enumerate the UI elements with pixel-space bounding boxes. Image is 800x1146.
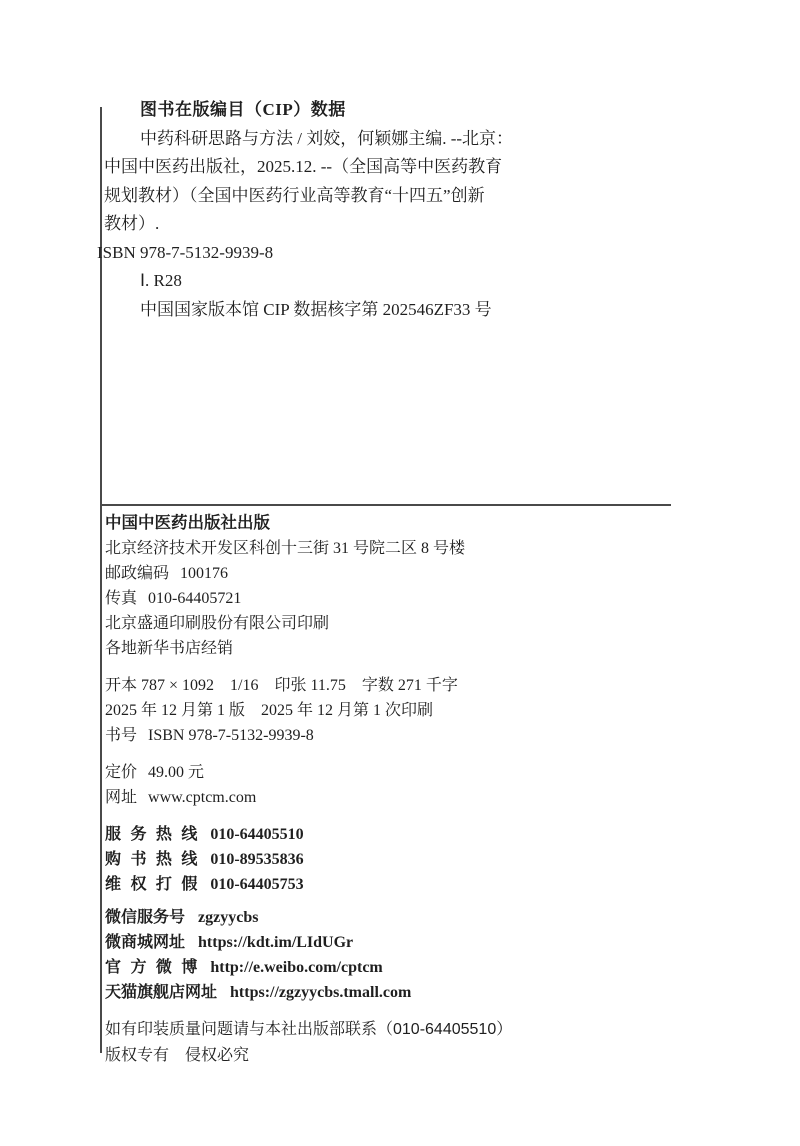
fax-label: 传真 [105, 590, 138, 607]
purchase-hotline-number: 010-89535836 [210, 851, 304, 868]
book-number-row [105, 723, 695, 748]
weibo-row [105, 955, 695, 980]
website-value: www.cptcm.com [148, 789, 257, 806]
website-label: 网址 [105, 789, 138, 806]
quality-note-line: 如有印装质量问题请与本社出版部联系（010-64405510） [105, 1021, 513, 1038]
purchase-hotline-row [105, 847, 695, 872]
service-hotline-number: 010-64405510 [210, 826, 304, 843]
website-row [105, 785, 695, 810]
format-line: 开本 787 × 1092 1/16 印张 11.75 字数 271 千字 [105, 677, 458, 694]
cip-classification: Ⅰ. R28 [140, 271, 182, 290]
wechat-account-value: zgzyycbs [198, 909, 259, 926]
spacer [105, 661, 695, 673]
wechat-account-label: 微信服务号 [105, 909, 186, 926]
copyright-note-line: 版权专有 侵权必究 [105, 1047, 250, 1064]
weibo-label: 官 方 微 博 [105, 959, 198, 976]
spacer [105, 897, 695, 905]
spacer [105, 810, 695, 822]
price-row [105, 760, 695, 785]
cip-publisher-line: 中国中医药出版社，2025.12. --（全国高等中医药教育 [104, 157, 503, 176]
purchase-hotline-label: 购 书 热 线 [105, 851, 198, 868]
price-label: 定价 [105, 764, 138, 781]
spacer [105, 1005, 695, 1017]
tmall-store-label: 天猫旗舰店网址 [105, 984, 218, 1001]
wechat-shop-label: 微商城网址 [105, 934, 186, 951]
book-number-value: ISBN 978-7-5132-9939-8 [148, 727, 314, 744]
cip-series-end-line: 教材）. [104, 214, 160, 233]
wechat-shop-url: https://kdt.im/LIdUGr [198, 934, 354, 951]
anti-piracy-hotline-row [105, 872, 695, 897]
cip-data-block [97, 96, 584, 324]
spacer [105, 748, 695, 760]
postal-code-label: 邮政编码 [105, 565, 170, 582]
cip-record-number: 中国国家版本馆 CIP 数据核字第 202546ZF33 号 [140, 299, 492, 319]
book-number-label: 书号 [105, 727, 138, 744]
address-line: 北京经济技术开发区科创十三街 31 号院二区 8 号楼 [105, 540, 466, 557]
service-hotline-label: 服 务 热 线 [105, 826, 198, 843]
cip-isbn: ISBN 978-7-5132-9939-8 [97, 242, 274, 262]
wechat-account-row [105, 905, 695, 930]
cip-title-line: 中药科研思路与方法 / 刘姣，何颖娜主编. --北京： [140, 128, 514, 148]
horizontal-rule-line [100, 504, 671, 506]
printer-line: 北京盛通印刷股份有限公司印刷 [105, 615, 330, 632]
anti-piracy-hotline-label: 维 权 打 假 [105, 876, 198, 893]
edition-line: 2025 年 12 月第 1 版 2025 年 12 月第 1 次印刷 [105, 702, 434, 719]
price-value: 49.00 元 [148, 764, 205, 781]
tmall-store-url: https://zgzyycbs.tmall.com [230, 984, 412, 1001]
tmall-store-row [105, 980, 695, 1005]
fax-value: 010-64405721 [148, 590, 242, 607]
postal-code-row [105, 561, 695, 586]
postal-code-value: 100176 [180, 565, 229, 582]
distributor-line: 各地新华书店经销 [105, 640, 234, 657]
service-hotline-row [105, 822, 695, 847]
cip-series-line: 规划教材）（全国中医药行业高等教育“十四五”创新 [104, 185, 485, 205]
anti-piracy-hotline-number: 010-64405753 [210, 876, 304, 893]
colophon-block [105, 510, 695, 1069]
cip-heading: 图书在版编目（CIP）数据 [140, 100, 346, 119]
publisher-line: 中国中医药出版社出版 [105, 514, 270, 532]
fax-row [105, 586, 695, 611]
wechat-shop-row [105, 930, 695, 955]
weibo-url: http://e.weibo.com/cptcm [210, 959, 383, 976]
